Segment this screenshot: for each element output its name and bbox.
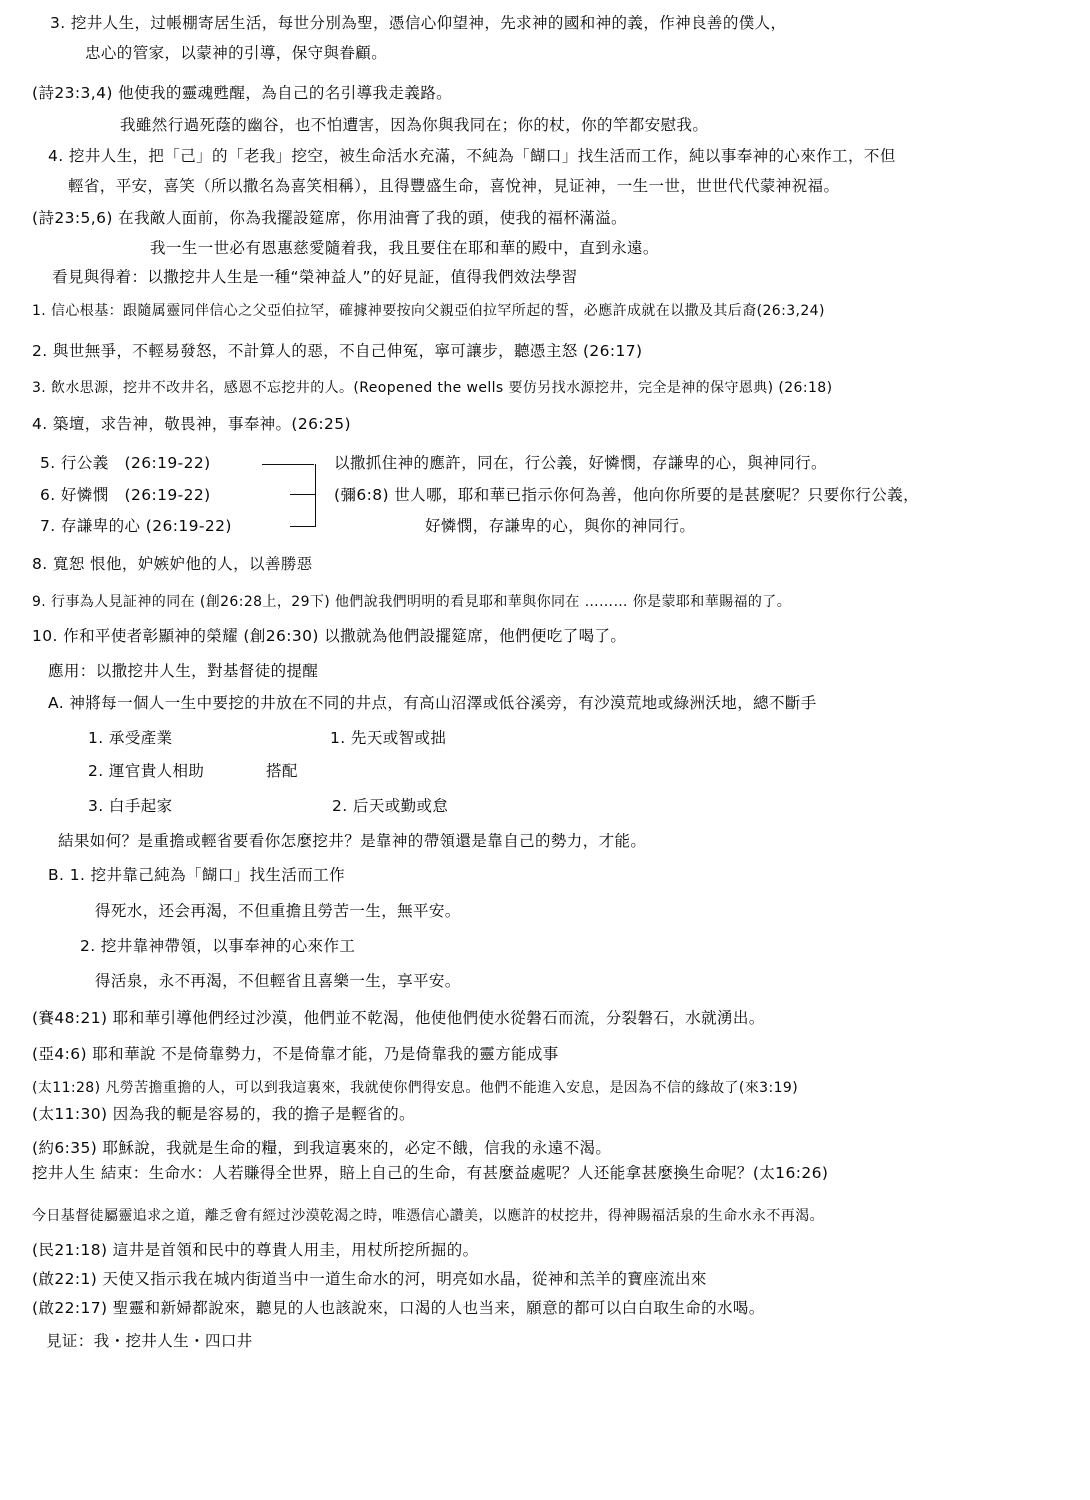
numbers-21-18: (民21:18) 這井是首領和民中的尊貴人用圭，用杖所挖所掘的。 xyxy=(32,1241,479,1259)
list-item-4: 4. 築壇，求告神，敬畏神，事奉神。(26:25) xyxy=(32,415,351,433)
application-b-2: 2. 挖井靠神帶領，以事奉神的心來作工 xyxy=(80,937,356,955)
bracket-spine xyxy=(315,464,316,526)
list-item-3: 3. 飲水思源，挖井不改井名，感恩不忘挖井的人。(Reopened the wells 要仿另找水源挖井，完全是神的保守恩典) (26:18) xyxy=(32,380,833,396)
list-item-6: 6. 好憐憫 (26:19-22) xyxy=(40,486,211,504)
point-4-line-1: 4. 挖井人生，把「己」的「老我」挖空，被生命活水充滿，不純為「餬口」找生活而工作，純以事奉神的心來作工，不但 xyxy=(48,147,896,165)
psalm-23-3-4-line-2: 我雖然行過死蔭的幽谷，也不怕遭害，因為你與我同在；你的杖，你的竿都安慰我。 xyxy=(120,116,709,134)
list-item-10: 10. 作和平使者彰顯神的榮耀 (創26:30) 以撒就為他們設擺筵席，他們便吃了喝了。 xyxy=(32,627,627,645)
a-left-item-3: 3. 白手起家 xyxy=(88,797,173,815)
list-item-5: 5. 行公義 (26:19-22) xyxy=(40,454,211,472)
micah-6-8-line-2: 好憐憫，存謙卑的心，與你的神同行。 xyxy=(425,517,696,535)
psalm-23-5-6-line-2: 我一生一世必有恩惠慈愛隨着我，我且要住在耶和華的殿中，直到永遠。 xyxy=(150,239,659,257)
list-item-9: 9. 行事為人見証神的同在 (創26:28上，29下) 他們說我們明明的看見耶和華與你同在 ……… 你是蒙耶和華賜福的了。 xyxy=(32,594,792,610)
a-pairing-note: 搭配 xyxy=(266,762,298,780)
application-heading: 應用：以撒挖井人生，對基督徒的提醒 xyxy=(48,662,319,680)
application-b-1: B. 1. 挖井靠己純為「餬口」找生活而工作 xyxy=(48,866,346,884)
psalm-23-5-6-line-1: (詩23:5,6) 在我敵人面前，你為我擺設筵席，你用油膏了我的頭，使我的福杯滿溢。 xyxy=(32,209,627,227)
isaiah-48-21: (賽48:21) 耶和華引導他們经过沙漠，他們並不乾渴，他使他們使水從磐石而流，分裂磐石，水就湧出。 xyxy=(32,1009,765,1027)
revelation-22-1: (啟22:1) 天使又指示我在城内街道当中一道生命水的河，明亮如水晶，從神和羔羊的寶座流出來 xyxy=(32,1270,707,1288)
conclusion-spiritual-pursuit: 今日基督徒屬靈追求之道，離乏會有經过沙漠乾渴之時，唯憑信心讚美，以應許的杖挖井，得神賜福活泉的生命水永不再渴。 xyxy=(32,1208,824,1224)
revelation-22-17: (啟22:17) 聖靈和新婦都說來，聽見的人也該說來，口渴的人也当来，願意的都可以白白取生命的水喝。 xyxy=(32,1299,765,1317)
result-question: 結果如何？是重擔或輕省要看你怎麼挖井？是靠神的帶領還是靠自己的勢力，才能。 xyxy=(58,832,647,850)
list-item-7: 7. 存謙卑的心 (26:19-22) xyxy=(40,517,232,535)
application-b-2-result: 得活泉，永不再渴，不但輕省且喜樂一生，享平安。 xyxy=(95,972,461,990)
zechariah-4-6: (亞4:6) 耶和華說 不是倚靠勢力，不是倚靠才能，乃是倚靠我的靈方能成事 xyxy=(32,1045,559,1063)
matthew-11-28: (太11:28) 凡勞苦擔重擔的人，可以到我這裏來，我就使你們得安息。他們不能進入安息，是因為不信的緣故了(來3:19) xyxy=(32,1080,799,1096)
a-right-item-2: 2. 后天或勤或怠 xyxy=(332,797,449,815)
a-left-item-2: 2. 運官貴人相助 xyxy=(88,762,205,780)
application-a: A. 神將每一個人一生中要挖的井放在不同的井点，有高山沼澤或低谷溪旁，有沙漠荒地或綠洲沃地，總不斷手 xyxy=(48,694,817,712)
psalm-23-3-4-line-1: (詩23:3,4) 他使我的靈魂甦醒，為自己的名引導我走義路。 xyxy=(32,84,453,102)
application-b-1-result: 得死水，还会再渴，不但重擔且勞苦一生，無平安。 xyxy=(95,902,461,920)
point-3-line-1: 3. 挖井人生，过帳棚寄居生活，每世分別為聖，憑信心仰望神，先求神的國和神的義，作神良善的僕人， xyxy=(50,14,787,32)
a-right-item-1: 1. 先天或智或拙 xyxy=(330,729,447,747)
point-4-line-2: 輕省，平安，喜笑（所以撒名為喜笑相稱），且得豐盛生命，喜悅神，見证神，一生一世，世世代代蒙神祝福。 xyxy=(68,177,840,195)
see-and-gain-heading: 看見與得着：以撒挖井人生是一種“榮神益人”的好見証，值得我們效法學習 xyxy=(52,268,578,286)
bracket-summary: 以撒抓住神的應許，同在，行公義，好憐憫，存謙卑的心，與神同行。 xyxy=(334,454,827,472)
conclusion-water-of-life: 挖井人生 結束：生命水：人若賺得全世界，賠上自己的生命，有甚麼益處呢？人还能拿甚麼換生命呢？(太16:26) xyxy=(32,1164,829,1182)
bracket-arm-top xyxy=(262,464,314,465)
point-3-line-2: 忠心的管家，以蒙神的引導，保守與眷顧。 xyxy=(85,44,388,62)
list-item-1: 1. 信心根基：跟隨属靈同伴信心之父亞伯拉罕，確據神要按向父親亞伯拉罕所起的誓，必應許成就在以撒及其后裔(26:3,24) xyxy=(32,303,825,319)
a-left-item-1: 1. 承受產業 xyxy=(88,729,173,747)
bracket-arm-middle xyxy=(290,494,316,495)
list-item-8: 8. 寬恕 恨他，妒嫉妒他的人，以善勝惡 xyxy=(32,555,313,573)
john-6-35: (約6:35) 耶穌說，我就是生命的糧，到我這裏來的，必定不餓，信我的永遠不渴。 xyxy=(32,1139,612,1157)
bracket-arm-bottom xyxy=(290,526,316,527)
matthew-11-30: (太11:30) 因為我的軛是容易的，我的擔子是輕省的。 xyxy=(32,1105,415,1123)
list-item-2: 2. 與世無爭，不輕易發怒，不計算人的惡，不自己伸冤，寧可讓步，聽憑主怒 (26:17) xyxy=(32,342,643,360)
testimony-title: 見证：我・挖井人生・四口井 xyxy=(46,1332,253,1350)
micah-6-8-line-1: (彌6:8) 世人哪，耶和華已指示你何為善，他向你所要的是甚麼呢？只要你行公義， xyxy=(334,486,919,504)
